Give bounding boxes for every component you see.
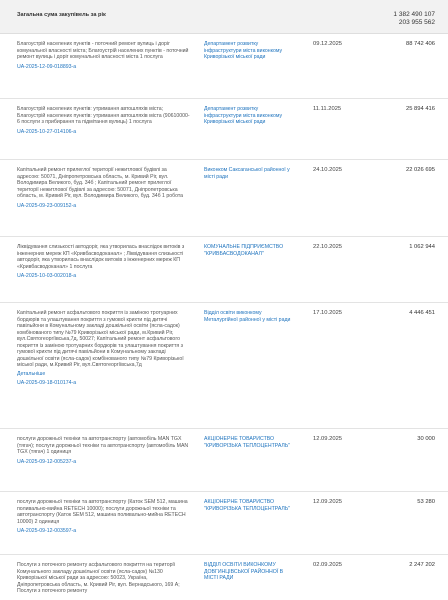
procurement-date: 12.09.2025 bbox=[313, 499, 343, 505]
summary-label: Загальна сума закупівель за рік bbox=[17, 12, 106, 18]
procurement-row bbox=[0, 429, 448, 492]
procurement-description-text: Капітальний ремонт асфальтового покриття із заміною тротуарних бордюрів та улаштування покриття з гумової крихти під дитячі павільйони в Комунальному закладі дошкільної освіти (ясла-садок) комбінованого типу №79 Криворізької міської ради, м.Кривий Ріг, вул.Святогеоргіївська,7д, 50027; Капітальний ремонт асфальтового покриття із заміною тротуарних бордюрів та улаштування покриття з гумової крихти під дитячі павільйони в Комунальному закладі дошкільної освіти (ясла-садок) комбінованого типу №79 Криворізької міської ради, м.Кривий Ріг, вул.Святогеоргіївська,7д bbox=[17, 310, 184, 368]
procurement-amount: 2 247 202 bbox=[409, 562, 435, 568]
procurement-date: 12.09.2025 bbox=[313, 436, 343, 442]
summary-subtotal-amount: 203 955 562 bbox=[398, 19, 435, 26]
procurement-description-text: послуги дорожньої техніки та автотранспорту (автомобіль MAN TGX (тягач); послуги дорожньої техніки та автотранспорту (автомобіль MAN TGX (тягач) 1 одиниця bbox=[17, 436, 189, 455]
procurement-row bbox=[0, 303, 448, 429]
procurement-row bbox=[0, 492, 448, 555]
procurement-description-text: послуги дорожньої техніки та автотранспорту (Каток SEM 512, машина поливально-мийна RETECH 10000); послуги дорожньої техніки та автотранспорту (Каток SEM 512, машина поливально-мийна RETECH 10000) 2 одиниця bbox=[17, 499, 188, 525]
procurement-description-text: Благоустрій населених пунктів - поточний ремонт вулиць і доріг комунальної власності міста; Благоустрій населених пунктів - поточний ремонт вулиць і доріг комунальної власності міста 1 послуга bbox=[17, 41, 189, 60]
details-link[interactable]: Детальніше bbox=[17, 370, 46, 377]
procurement-row bbox=[0, 555, 448, 600]
procurement-date: 11.11.2025 bbox=[313, 106, 342, 112]
procurement-organization-link[interactable]: Департамент розвитку інфраструктури міста виконкому Криворізької міської ради bbox=[204, 41, 283, 60]
procurement-description-text: Послуги з поточного ремонту асфальтового покриття на території Комунального закладу дошкільної освіти (ясла-садок) №130 Криворізької міської ради за адресою: 50023, Україна, Дніпропетровська область, м. Кривий Ріг, вул. Вернадського, 169 А; Послуги з поточного ремонту bbox=[17, 562, 180, 594]
procurement-amount: 88 742 406 bbox=[405, 41, 435, 47]
procurement-description-text: Благоустрій населених пунктів: утримання автошляхів міста; Благоустрій населених пунктів: утримання автошляхів міста (90610000-6 послуги з прибирання та підмітання вулиць) 1 послуга bbox=[17, 106, 190, 125]
procurement-organization-link[interactable]: Виконком Саксаганської районної у місті ради bbox=[204, 167, 290, 180]
procurement-description bbox=[17, 499, 190, 535]
procurement-description bbox=[17, 244, 190, 280]
procurement-code-link[interactable]: UA-2025-09-18-010174-a bbox=[17, 380, 77, 386]
procurement-description bbox=[17, 41, 190, 70]
procurement-code-link[interactable]: UA-2025-09-12-003597-a bbox=[17, 528, 77, 534]
procurement-code-link[interactable]: UA-2025-10-03-002018-a bbox=[17, 273, 77, 279]
procurement-organization-link[interactable]: ВІДДІЛ ОСВІТИ ВИКОНКОМУ ДОВГИНЦІВСЬКОЇ РАЙОННОЇ В МІСТІ РАДИ bbox=[204, 562, 284, 581]
procurement-date: 09.12.2025 bbox=[313, 41, 343, 47]
procurement-row bbox=[0, 237, 448, 303]
procurement-amount: 4 446 451 bbox=[409, 310, 435, 316]
procurement-description bbox=[17, 106, 190, 135]
procurement-row bbox=[0, 160, 448, 237]
procurement-amount: 30 000 bbox=[417, 436, 435, 442]
procurement-date: 24.10.2025 bbox=[313, 167, 343, 173]
procurement-row bbox=[0, 99, 448, 160]
procurement-organization-link[interactable]: АКЦІОНЕРНЕ ТОВАРИСТВО "КРИВОРІЗЬКА ТЕПЛОЦЕНТРАЛЬ" bbox=[204, 499, 291, 512]
procurement-date: 17.10.2025 bbox=[313, 310, 343, 316]
procurement-description-text: Ліквідування слизькості автодоріг, яка утворилась внаслідок витоків з інженерних мереж КП «Кривбасводоканал» ; Ліквідування слизькості автодоріг, яка утворилась внаслідок витоків з інженерних мереж КП «Кривбасводоканал» 1 послуга bbox=[17, 244, 185, 270]
procurement-code-link[interactable]: UA-2025-12-09-018893-a bbox=[17, 63, 77, 70]
procurement-description bbox=[17, 167, 190, 209]
procurement-description bbox=[17, 562, 190, 595]
procurement-amount: 25 894 416 bbox=[405, 106, 435, 112]
procurement-date: 22.10.2025 bbox=[313, 244, 343, 250]
procurement-organization-link[interactable]: КОМУНАЛЬНЕ ПІДПРИЄМСТВО "КРИВБАСВОДОКАНАЛ" bbox=[204, 244, 284, 257]
procurement-organization-link[interactable]: АКЦІОНЕРНЕ ТОВАРИСТВО "КРИВОРІЗЬКА ТЕПЛОЦЕНТРАЛЬ" bbox=[204, 436, 291, 449]
procurement-amount: 1 062 944 bbox=[409, 244, 435, 250]
procurement-code-link[interactable]: UA-2025-10-27-014106-a bbox=[17, 128, 77, 135]
procurement-amount: 22 026 695 bbox=[405, 167, 435, 173]
procurement-code-link[interactable]: UA-2025-09-12-005237-a bbox=[17, 458, 77, 465]
procurement-organization-link[interactable]: Відділ освіти виконкому Металургійної районної у місті ради bbox=[204, 310, 291, 323]
procurement-organization-link[interactable]: Департамент розвитку інфраструктури міста виконкому Криворізької міської ради bbox=[204, 106, 283, 125]
yearly-total-summary bbox=[0, 0, 448, 34]
procurement-date: 02.09.2025 bbox=[313, 562, 343, 568]
procurement-description bbox=[17, 310, 190, 387]
procurement-row bbox=[0, 34, 448, 99]
procurement-description-text: Капітальний ремонт прилеглої території нежитлової будівлі за адресою: 50071, Дніпропетровська область, м. Кривий Ріг, вул. Володимира Великого, буд. 34б ; Капітальний ремонт прилеглої території нежитлової будівлі за адресою: 50071, Дніпропетровська область, м. Кривий Ріг, вул. Володимира Великого, буд. 34б 1 робота bbox=[17, 167, 184, 199]
procurement-amount: 53 280 bbox=[417, 499, 435, 505]
procurement-code-link[interactable]: UA-2025-09-23-009152-a bbox=[17, 202, 77, 209]
procurement-description bbox=[17, 436, 190, 465]
summary-total-amount: 1 382 490 107 bbox=[393, 11, 435, 18]
